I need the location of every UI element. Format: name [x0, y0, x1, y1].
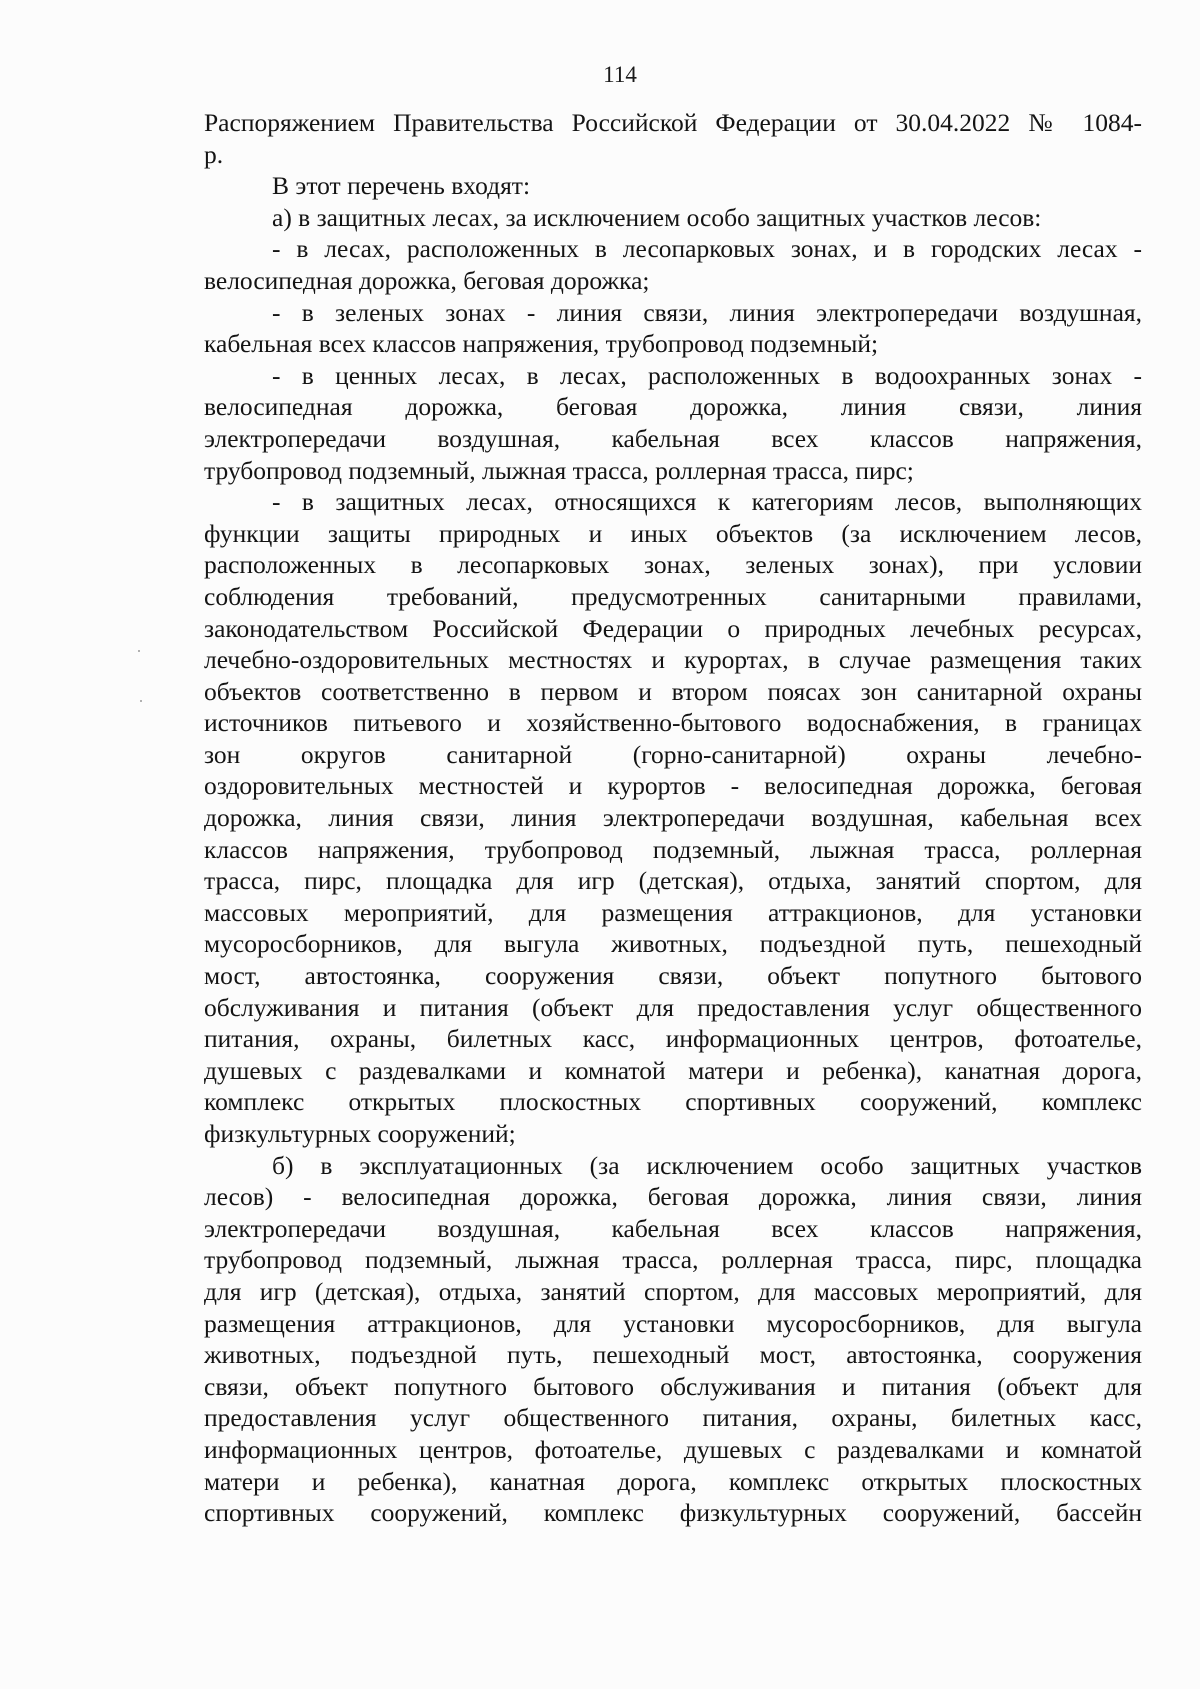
text-line: велосипедная дорожка, беговая дорожка;	[204, 265, 650, 295]
text-line: спортивных сооружений, комплекс физкультурных сооружений, бассейн	[204, 1498, 1142, 1528]
text-line: мост, автостоянка, сооружения связи, объект попутного бытового	[204, 961, 1142, 991]
text-line: мусоросборников, для выгула животных, подъездной путь, пешеходный	[204, 929, 1142, 959]
text-line: связи, объект попутного бытового обслуживания и питания (объект для	[204, 1371, 1142, 1401]
text-line: электропередачи воздушная, кабельная всех классов напряжения,	[204, 1213, 1142, 1243]
text-line: предоставления услуг общественного питания, охраны, билетных касс,	[204, 1403, 1142, 1433]
text-line: оздоровительных местностей и курортов - велосипедная дорожка, беговая	[204, 771, 1142, 801]
text-line: информационных центров, фотоателье, душевых с раздевалками и комнатой	[204, 1434, 1142, 1464]
text-line: расположенных в лесопарковых зонах, зеленых зонах), при условии	[204, 550, 1142, 580]
text-line: электропередачи воздушная, кабельная всех классов напряжения,	[204, 423, 1142, 453]
text-line: велосипедная дорожка, беговая дорожка, линия связи, линия	[204, 392, 1142, 422]
text-line: б) в эксплуатационных (за исключением особо защитных участков	[272, 1150, 1142, 1180]
scan-speck	[140, 700, 142, 702]
text-line: В этот перечень входят:	[272, 171, 531, 201]
text-line: дорожка, линия связи, линия электропередачи воздушная, кабельная всех	[204, 803, 1142, 833]
text-line: источников питьевого и хозяйственно-бытового водоснабжения, в границах	[204, 708, 1142, 738]
text-line: матери и ребенка), канатная дорога, комплекс открытых плоскостных	[204, 1466, 1142, 1496]
text-line: для игр (детская), отдыха, занятий спортом, для массовых мероприятий, для	[204, 1276, 1142, 1306]
scan-speck	[138, 650, 140, 652]
text-line: размещения аттракционов, для установки мусоросборников, для выгула	[204, 1308, 1142, 1338]
text-line: Распоряжением Правительства Российской Федерации от 30.04.2022 № 1084-	[204, 108, 1142, 137]
text-line: - в зеленых зонах - линия связи, линия электропередачи воздушная,	[272, 297, 1142, 327]
text-line: а) в защитных лесах, за исключением особо защитных участков лесов:	[272, 202, 1042, 232]
text-line: - в лесах, расположенных в лесопарковых зонах, и в городских лесах -	[272, 234, 1142, 264]
text-line: объектов соответственно в первом и втором поясах зон санитарной охраны	[204, 676, 1142, 706]
document-body	[204, 107, 1142, 1529]
text-line: законодательством Российской Федерации о природных лечебных ресурсах,	[204, 613, 1142, 643]
page-number: 114	[603, 62, 637, 87]
text-line: трубопровод подземный, лыжная трасса, роллерная трасса, пирс;	[204, 455, 914, 485]
text-line: р.	[204, 139, 224, 169]
text-line: обслуживания и питания (объект для предоставления услуг общественного	[204, 992, 1142, 1022]
text-line: - в ценных лесах, в лесах, расположенных в водоохранных зонах -	[272, 360, 1142, 390]
text-line: питания, охраны, билетных касс, информационных центров, фотоателье,	[204, 1024, 1142, 1054]
text-line: классов напряжения, трубопровод подземный, лыжная трасса, роллерная	[204, 834, 1142, 864]
text-line: зон округов санитарной (горно-санитарной) охраны лечебно-	[204, 739, 1142, 769]
text-line: трасса, пирс, площадка для игр (детская), отдыха, занятий спортом, для	[204, 866, 1142, 896]
text-line: лечебно-оздоровительных местностях и курортах, в случае размещения таких	[204, 645, 1142, 675]
text-line: массовых мероприятий, для размещения аттракционов, для установки	[204, 897, 1142, 927]
text-line: функции защиты природных и иных объектов (за исключением лесов,	[204, 518, 1142, 548]
text-line: соблюдения требований, предусмотренных санитарными правилами,	[204, 581, 1142, 611]
text-line: - в защитных лесах, относящихся к категориям лесов, выполняющих	[272, 487, 1142, 517]
text-line: комплекс открытых плоскостных спортивных сооружений, комплекс	[204, 1087, 1142, 1117]
text-line: трубопровод подземный, лыжная трасса, роллерная трасса, пирс, площадка	[204, 1245, 1142, 1275]
text-line: душевых с раздевалками и комнатой матери и ребенка), канатная дорога,	[204, 1055, 1142, 1085]
text-line: животных, подъездной путь, пешеходный мост, автостоянка, сооружения	[204, 1340, 1142, 1370]
text-line: физкультурных сооружений;	[204, 1119, 516, 1148]
text-line: лесов) - велосипедная дорожка, беговая дорожка, линия связи, линия	[204, 1182, 1142, 1212]
text-line: кабельная всех классов напряжения, трубопровод подземный;	[204, 329, 879, 359]
